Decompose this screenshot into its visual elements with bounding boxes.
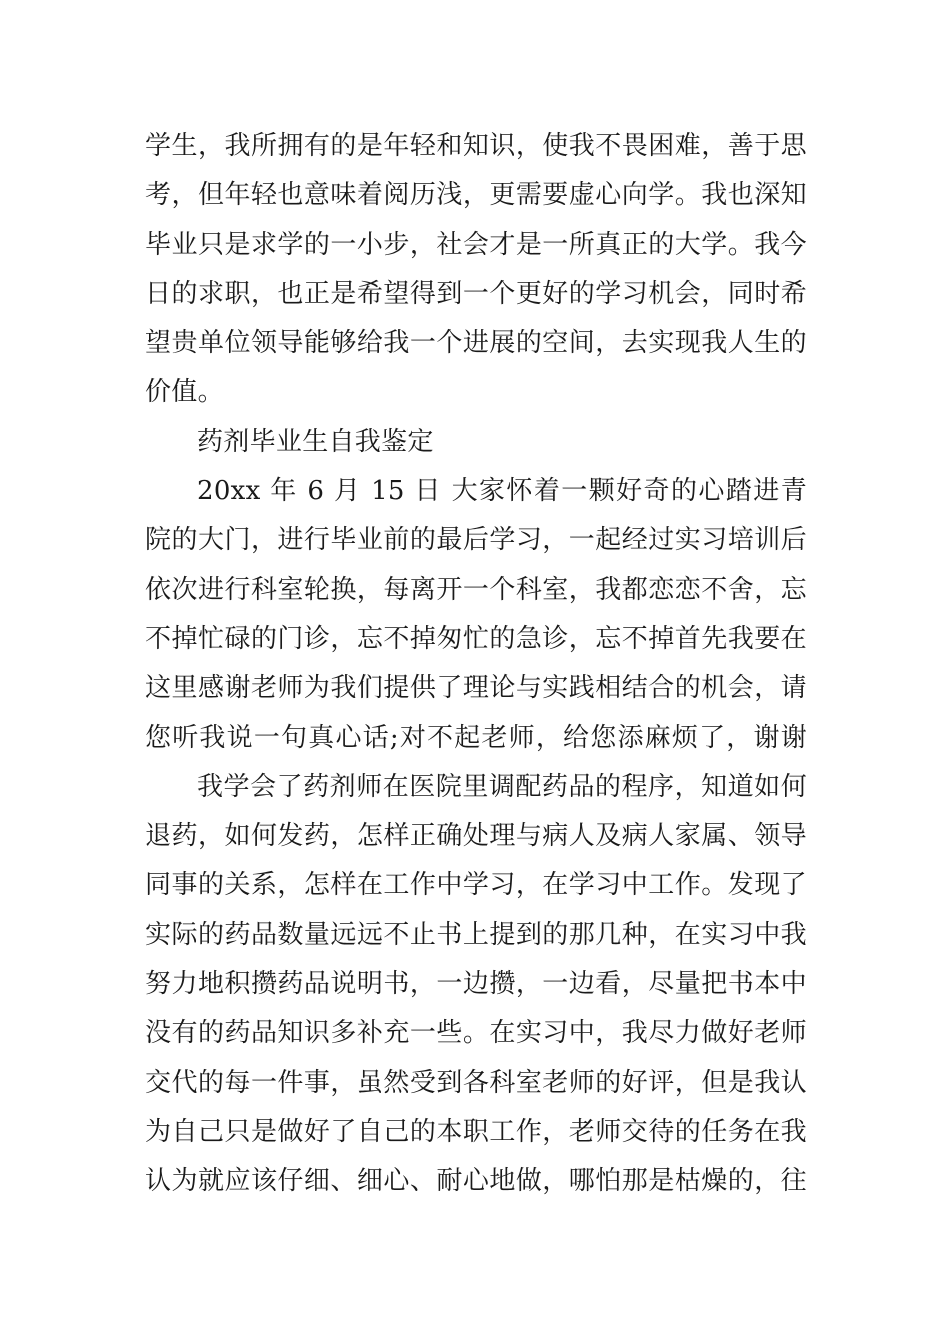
text-line: 同事的关系，怎样在工作中学习，在学习中工作。发现了 xyxy=(145,870,807,901)
text-line: 努力地积攒药品说明书，一边攒，一边看，尽量把书本中 xyxy=(145,969,807,1000)
text-line: 考，但年轻也意味着阅历浅，更需要虚心向学。我也深知 xyxy=(145,180,807,211)
text-line: 院的大门，进行毕业前的最后学习，一起经过实习培训后 xyxy=(145,525,807,556)
text-line: 药剂毕业生自我鉴定 xyxy=(197,426,434,457)
text-line: 价值。 xyxy=(145,377,224,408)
text-line: 认为就应该仔细、细心、耐心地做，哪怕那是枯燥的，往 xyxy=(145,1166,807,1197)
text-line: 依次进行科室轮换，每离开一个科室，我都恋恋不舍，忘 xyxy=(145,574,807,605)
text-line: 为自己只是做好了自己的本职工作，老师交待的任务在我 xyxy=(145,1116,807,1147)
text-line: 日的求职，也正是希望得到一个更好的学习机会，同时希 xyxy=(145,278,807,309)
text-line: 望贵单位领导能够给我一个进展的空间，去实现我人生的 xyxy=(145,328,807,359)
text-line: 20xx 年 6 月 15 日 大家怀着一颗好奇的心踏进青 xyxy=(197,476,807,507)
text-line: 毕业只是求学的一小步，社会才是一所真正的大学。我今 xyxy=(145,229,807,260)
text-line: 实际的药品数量远远不止书上提到的那几种，在实习中我 xyxy=(145,919,807,950)
text-line: 退药，如何发药，怎样正确处理与病人及病人家属、领导 xyxy=(145,821,807,852)
text-line: 学生，我所拥有的是年轻和知识，使我不畏困难，善于思 xyxy=(145,131,807,161)
body-text xyxy=(145,122,807,1207)
text-line: 交代的每一件事，虽然受到各科室老师的好评，但是我认 xyxy=(145,1067,807,1098)
text-line: 我学会了药剂师在医院里调配药品的程序，知道如何 xyxy=(197,771,807,802)
text-line: 不掉忙碌的门诊，忘不掉匆忙的急诊，忘不掉首先我要在 xyxy=(145,623,807,654)
text-line: 这里感谢老师为我们提供了理论与实践相结合的机会，请 xyxy=(145,673,807,704)
text-line: 您听我说一句真心话;对不起老师，给您添麻烦了，谢谢 xyxy=(145,722,807,753)
text-line: 没有的药品知识多补充一些。在实习中，我尽力做好老师 xyxy=(145,1018,807,1049)
